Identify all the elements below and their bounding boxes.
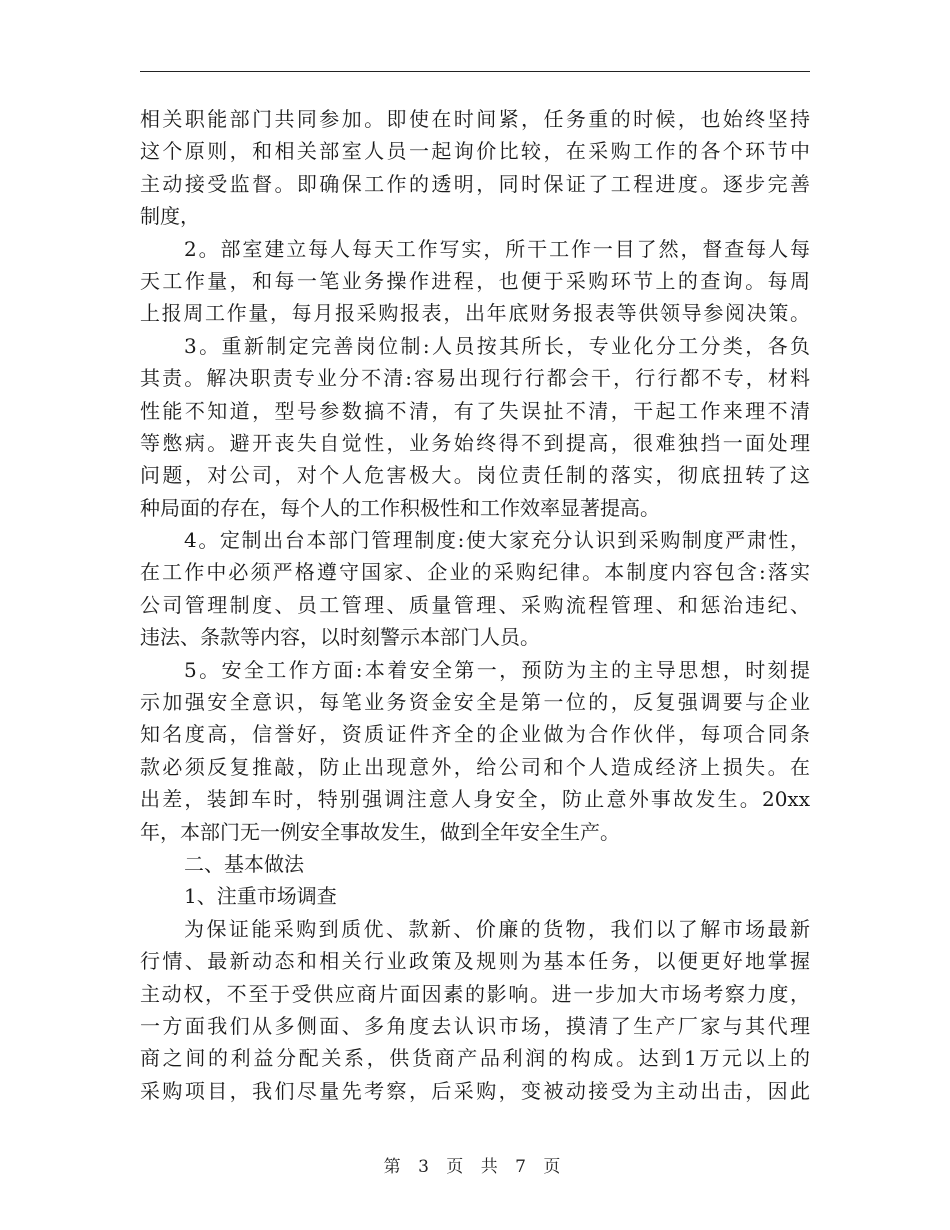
text-line: 知名度高，信誉好，资质证件齐全的企业做为合作伙伴，每项合同条 — [140, 722, 810, 747]
text-line: 在工作中必须严格遵守国家、企业的采购纪律。本制度内容包含:落实 — [140, 560, 810, 585]
text-line: 性能不知道，型号参数搞不清，有了失误扯不清，干起工作来理不清 — [140, 398, 810, 423]
text-line: 这个原则，和相关部室人员一起询价比较，在采购工作的各个环节中 — [140, 139, 810, 164]
text-line: 商之间的利益分配关系，供货商产品利润的构成。达到1万元以上的 — [140, 1046, 810, 1071]
text-line: 行情、最新动态和相关行业政策及规则为基本任务，以便更好地掌握 — [140, 949, 810, 974]
text-line: 制度， — [140, 204, 200, 229]
text-line: 种局面的存在，每个人的工作积极性和工作效率显著提高。 — [140, 495, 660, 520]
text-line: 一方面我们从多侧面、多角度去认识市场，摸清了生产厂家与其代理 — [140, 1013, 810, 1038]
text-line: 采购项目，我们尽量先考察，后采购，变被动接受为主动出击，因此 — [140, 1078, 810, 1103]
text-line: 年，本部门无一例安全事故发生，做到全年安全生产。 — [140, 819, 620, 844]
text-line: 2。部室建立每人每天工作写实，所干工作一目了然，督查每人每 — [184, 236, 810, 261]
header-rule — [140, 71, 810, 72]
text-line: 出差，装卸车时，特别强调注意人身安全，防止意外事故发生。20xx — [140, 787, 810, 812]
text-line: 问题，对公司，对个人危害极大。岗位责任制的落实，彻底扭转了这 — [140, 463, 810, 488]
text-line: 公司管理制度、员工管理、质量管理、采购流程管理、和惩治违纪、 — [140, 592, 810, 617]
text-line: 主动权，不至于受供应商片面因素的影响。进一步加大市场考察力度， — [140, 981, 810, 1006]
text-line: 示加强安全意识，每笔业务资金安全是第一位的，反复强调要与企业 — [140, 690, 810, 715]
text-line: 3。重新制定完善岗位制:人员按其所长，专业化分工分类，各负 — [184, 333, 810, 358]
section-heading: 二、基本做法 — [184, 851, 304, 876]
text-line: 主动接受监督。即确保工作的透明，同时保证了工程进度。逐步完善 — [140, 171, 810, 196]
text-line: 5。安全工作方面:本着安全第一，预防为主的主导思想，时刻提 — [184, 657, 810, 682]
text-line: 为保证能采购到质优、款新、价廉的货物，我们以了解市场最新 — [184, 916, 810, 941]
text-line: 天工作量，和每一笔业务操作进程，也便于采购环节上的查询。每周 — [140, 268, 810, 293]
document-body — [140, 103, 810, 1107]
text-line: 等憋病。避开丧失自觉性，业务始终得不到提高，很难独挡一面处理 — [140, 430, 810, 455]
page-footer: 第 3 页 共 7 页 — [383, 1157, 567, 1177]
text-line: 款必须反复推敲，防止出现意外，给公司和个人造成经济上损失。在 — [140, 754, 810, 779]
text-line: 其责。解决职责专业分不清:容易出现行行都会干，行行都不专，材料 — [140, 366, 810, 391]
subsection-heading: 1、注重市场调查 — [184, 884, 337, 909]
text-line: 相关职能部门共同参加。即使在时间紧，任务重的时候，也始终坚持 — [140, 107, 810, 131]
text-line: 4。定制出台本部门管理制度:使大家充分认识到采购制度严肃性， — [184, 528, 810, 553]
text-line: 违法、条款等内容，以时刻警示本部门人员。 — [140, 625, 540, 650]
text-line: 上报周工作量，每月报采购报表，出年底财务报表等供领导参阅决策。 — [140, 301, 810, 326]
